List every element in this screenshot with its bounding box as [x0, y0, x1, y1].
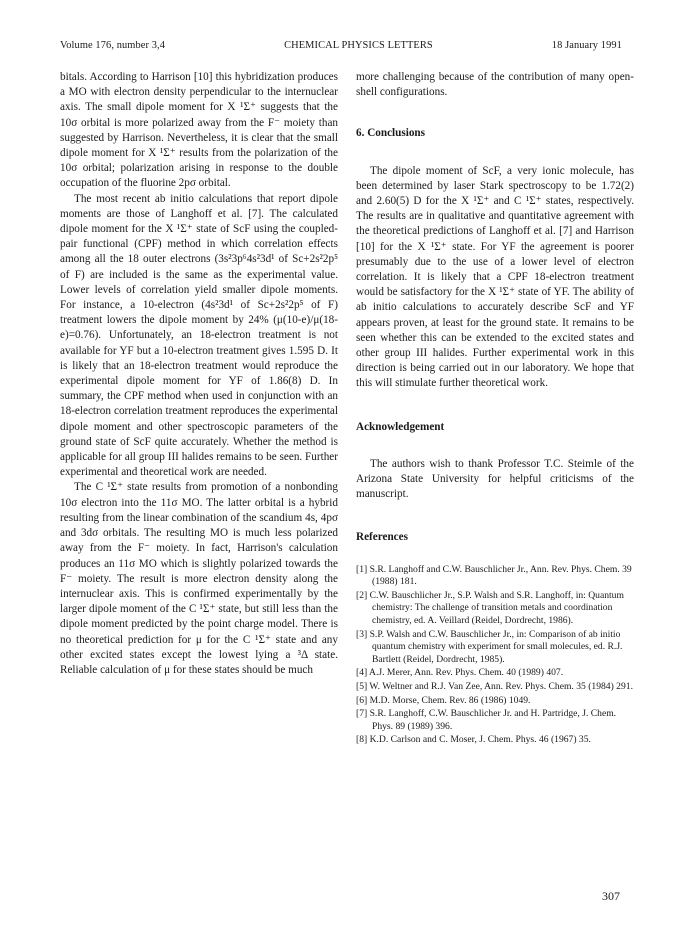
paragraph-continuation: more challenging because of the contribution of many open-shell configurations.: [356, 71, 634, 99]
running-header: [60, 40, 622, 51]
reference-item: [2] C.W. Bauschlicher Jr., S.P. Walsh and S.R. Langhoff, in: Quantum chemistry: The challenge of transition metals and coordination chemistry, ed. A. Veillard (Reidel, Dordrecht, 1986).: [356, 589, 624, 627]
reference-list: [356, 564, 634, 747]
conclusions-text: The dipole moment of ScF, a very ionic molecule, has been determined by laser Stark spectroscopy to be 1.72(2) and 2.60(5) D for the X ¹Σ⁺ and C ¹Σ⁺ states, respectively. The results are in qualitative and quantitative agreement with the theoretical predictions of Langhoff et al. [7] and Harrison [10] for the X ¹Σ⁺ state. For YF the agreement is poorer presumably due to the use of a lower level of electron correlation. It is likely that a CPF 18-electron treatment would be satisfactory for the X ¹Σ⁺ state of YF. The ability of ab initio calculations to accurately describe ScF and YF appears proven, at least for the ground state. It remains to be seen whether this can be extended to the excited states and other group III halides. Further experimental work in this direction is being carried out in our laboratory. We hope that this will stimulate further theoretical work.: [356, 164, 634, 390]
paragraph-c-state: The C ¹Σ⁺ state results from promotion of a nonbonding 10σ electron into the 11σ MO. The latter orbital is a hybrid resulting from the linear combination of the scandium 4s, 4pσ and 3dσ orbitals. The resulting MO is much less polarized away from the F⁻ moiety. In fact, Harrison's calculation produces an 11σ MO which is slightly polarized towards the F⁻ moiety. The result is more electron density along the internuclear axis. This is confirmed experimentally by the larger dipole moment of the C ¹Σ⁺ state, but still less than the dipole moment predicted by the point charge model. There is no theoretical prediction for μ for the C ¹Σ⁺ state and any other excited states except the lowest lying a ³Δ state. Reliable calculation of μ for these states should be much: [60, 481, 338, 676]
reference-item: [7] S.R. Langhoff, C.W. Bauschlicher Jr. and H. Partridge, J. Chem. Phys. 89 (1989) 396.: [356, 708, 617, 732]
references-heading: References: [356, 531, 408, 544]
conclusions-heading: 6. Conclusions: [356, 127, 426, 140]
issue-date: 18 January 1991: [551, 40, 622, 51]
acknowledgement-heading: Acknowledgement: [356, 420, 445, 433]
reference-item: [4] A.J. Merer, Ann. Rev. Phys. Chem. 40 (1989) 407.: [356, 667, 564, 679]
reference-item: [6] M.D. Morse, Chem. Rev. 86 (1986) 1049.: [356, 694, 531, 706]
acknowledgement-text: The authors wish to thank Professor T.C. Steimle of the Arizona State University for helpful criticisms of the manuscript.: [356, 457, 634, 501]
left-column: [60, 70, 338, 678]
page-number: 307: [602, 889, 620, 903]
reference-item: [5] W. Weltner and R.J. Van Zee, Ann. Rev. Phys. Chem. 35 (1984) 291.: [356, 681, 633, 693]
paragraph-ab-initio: The most recent ab initio calculations that report dipole moments are those of Langhoff et al. [7]. The calculated dipole moment for the X ¹Σ⁺ state of ScF using the coupled-pair functional (CPF) method in which correlation effects among all the 18 outer electrons (3s²3p⁶4s²3d¹ of Sc+2s²2p⁵ of F) are included is the same as the experimental value. Lower levels of correlation yield smaller dipole moments. For instance, a 10-electron (4s²3d¹ of Sc+2s²2p⁵ of F) treatment lowers the dipole moment by 24% (μ(10-e)/μ(18-e)=0.76). Unfortunately, an 18-electron treatment is not available for YF but a 10-electron treatment gives 1.595 D. It is likely that an 18-electron treatment would reproduce the experimental dipole moment for YF of 1.86(8) D. In summary, the CPF method when used in conjunction with an 18-electron correlation treatment reproduces the experimental dipole moment and other spectroscopic parameters of the ground state of ScF quite accurately. Whether the method is applicable for all group III halides remains to be seen. Further experimental and theoretical work are needed.: [60, 192, 338, 479]
reference-item: [8] K.D. Carlson and C. Moser, J. Chem. Phys. 46 (1967) 35.: [356, 734, 591, 746]
reference-item: [3] S.P. Walsh and C.W. Bauschlicher Jr., in: Comparison of ab initio quantum chemistry with experiment for small molecules, ed. R.J. Bartlett (Reidel, Dordrecht, 1985).: [356, 628, 623, 665]
reference-item: [1] S.R. Langhoff and C.W. Bauschlicher Jr., Ann. Rev. Phys. Chem. 39 (1988) 181.: [356, 563, 632, 588]
journal-name: CHEMICAL PHYSICS LETTERS: [284, 40, 433, 51]
paragraph-hybridization: bitals. According to Harrison [10] this hybridization produces a MO with electron density perpendicular to the internuclear axis. The small dipole moment for X ¹Σ⁺ suggests that the 10σ orbital is more polarized away from the F⁻ moiety than suggested by Harrison. Nevertheless, it is clear that the small dipole moment for X ¹Σ⁺ results from the polarization of the 10σ orbital; polarization arising in response to the double occupation of the fluorine 2pσ orbital.: [60, 71, 338, 190]
right-column: [356, 70, 634, 748]
volume-info: Volume 176, number 3,4: [60, 40, 166, 51]
